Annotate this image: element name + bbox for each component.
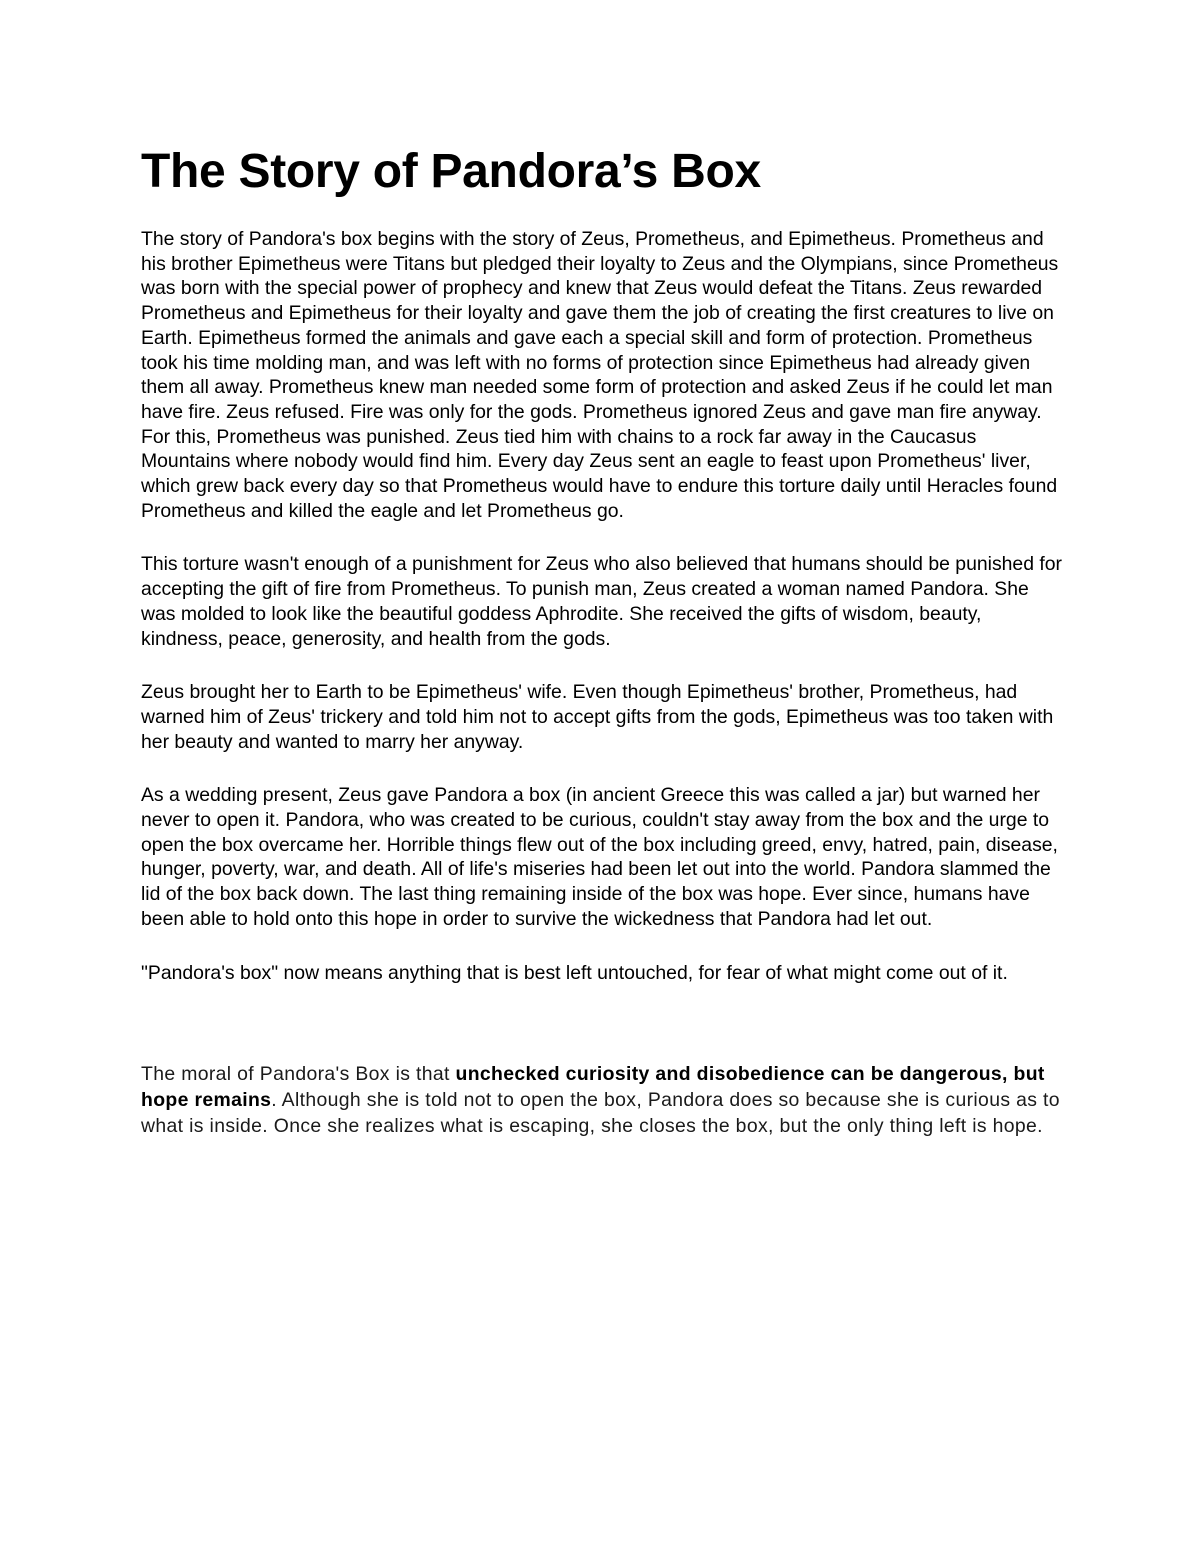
moral-rest: . Although she is told not to open the box, Pandora does so because she is curious as to what is inside. Once she realizes what is escaping, she closes the box, but the only thing left is hope. xyxy=(141,1089,1060,1138)
paragraph-pandora-creation: This torture wasn't enough of a punishment for Zeus who also believed that humans should be punished for accepting the gift of fire from Prometheus. To punish man, Zeus created a woman named Pandora. She was molded to look like the beautiful goddess Aphrodite. She received the gifts of wisdom, beauty, kindness, peace, generosity, and health from the gods. xyxy=(141,553,1063,650)
page-title: The Story of Pandora’s Box xyxy=(141,145,761,198)
paragraph-origin-story: The story of Pandora's box begins with the story of Zeus, Prometheus, and Epimetheus. Prometheus and his brother Epimetheus were Titans but pledged their loyalty to Zeus and the Olympians, since Prometheus was born with the special power of prophecy and knew that Zeus would defeat the Titans. Zeus rewarded Prometheus and Epimetheus for their loyalty and gave them the job of creating the first creatures to live on Earth. Epimetheus formed the animals and gave each a special skill and form of protection. Prometheus took his time molding man, and was left with no forms of protection since Epimetheus had already given them all away. Prometheus knew man needed some form of protection and asked Zeus if he could let man have fire. Zeus refused. Fire was only for the gods. Prometheus ignored Zeus and gave man fire anyway. For this, Prometheus was punished. Zeus tied him with chains to a rock far away in the Caucasus Mountains where nobody would find him. Every day Zeus sent an eagle to feast upon Prometheus' liver, which grew back every day so that Prometheus would have to endure this torture daily until Heracles found Prometheus and killed the eagle and let Prometheus go. xyxy=(141,228,1059,522)
paragraph-marriage: Zeus brought her to Earth to be Epimetheus' wife. Even though Epimetheus' brother, Prometheus, had warned him of Zeus' trickery and told him not to accept gifts from the gods, Epimetheus was too taken with her beauty and wanted to marry her anyway. xyxy=(141,681,1054,753)
paragraph-moral xyxy=(141,1061,1066,1139)
paragraph-meaning: "Pandora's box" now means anything that is best left untouched, for fear of what might come out of it. xyxy=(141,961,1008,984)
paragraph-box-opening: As a wedding present, Zeus gave Pandora a box (in ancient Greece this was called a jar) but warned her never to open it. Pandora, who was created to be curious, couldn't stay away from the box and the urge to open the box overcame her. Horrible things flew out of the box including greed, envy, hatred, pain, disease, hunger, poverty, war, and death. All of life's miseries had been let out into the world. Pandora slammed the lid of the box back down. The last thing remaining inside of the box was hope. Ever since, humans have been able to hold onto this hope in order to survive the wickedness that Pandora had let out. xyxy=(141,784,1058,930)
document-body xyxy=(141,140,1066,1139)
moral-emphasis: unchecked curiosity and disobedience can be dangerous, but hope remains xyxy=(141,1063,1045,1112)
moral-intro: The moral of Pandora's Box is that xyxy=(141,1063,456,1086)
